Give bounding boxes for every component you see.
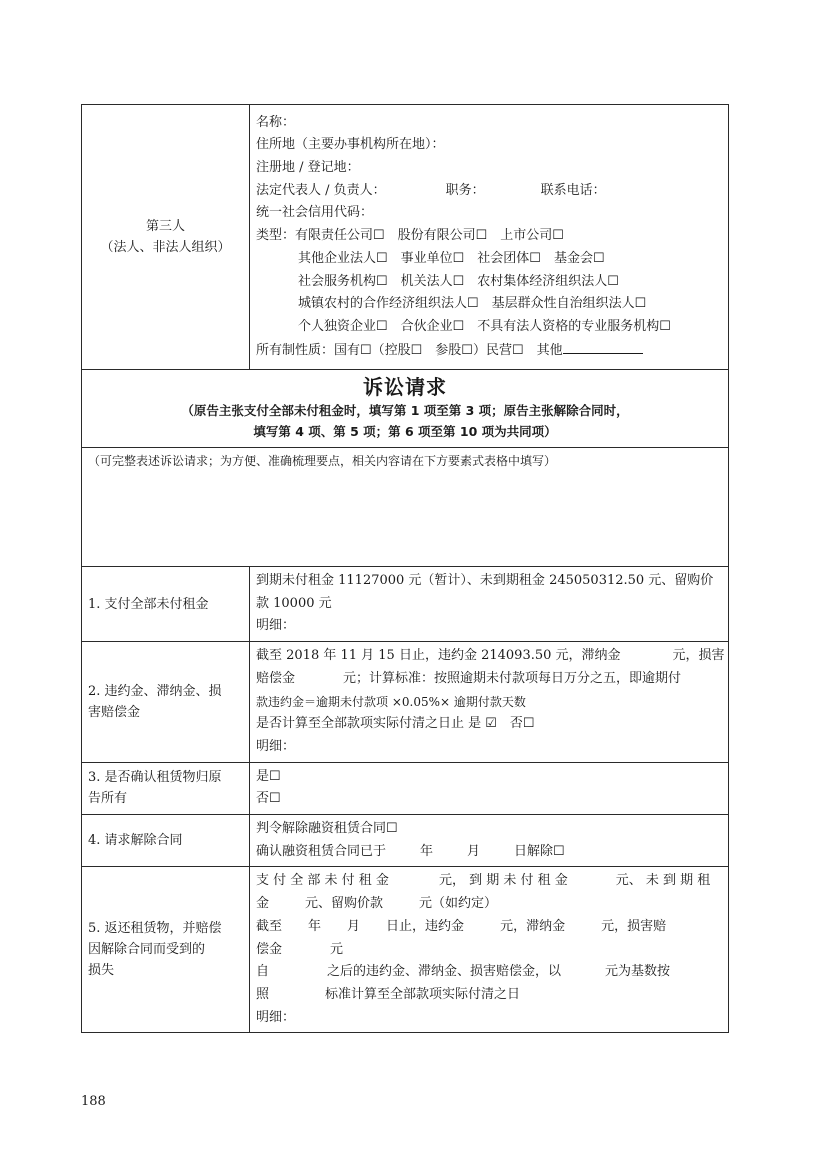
item3-no-checkbox[interactable]: 否☐ (256, 791, 281, 807)
item2-label-line-1: 2. 违约金、滞纳金、损 (88, 683, 222, 699)
item4-month: 月 (467, 843, 481, 859)
position-field: 职务： (445, 182, 485, 198)
item5-line-6 (256, 984, 722, 1007)
item1-content-cell (250, 567, 729, 642)
page-number: 188 (81, 1094, 106, 1109)
type-line-1: 类型：有限责任公司☐ 股份有限公司☐ 上市公司☐ (256, 228, 564, 244)
claims-heading-cell (82, 370, 729, 448)
item5-line-3-day: 日止，违约金 (386, 918, 465, 934)
item1-row (82, 567, 729, 642)
item1-line-1: 到期未付租金 11127000 元（暂计）、未到期租金 245050312.50 元、留购价 (256, 573, 714, 588)
representative-field: 法定代表人 / 负责人： (256, 182, 386, 198)
item2-line-2 (256, 668, 722, 691)
item5-line-3-month: 月 (347, 918, 361, 934)
item3-content-cell (250, 762, 729, 814)
phone-field: 联系电话： (540, 182, 606, 198)
third-party-label: 第三人 (145, 219, 185, 234)
item5-line-1 (256, 870, 722, 893)
item5-line-3-late-fee: 元，滞纳金 (500, 918, 566, 934)
credit-code-field: 统一社会信用代码： (256, 205, 374, 221)
item5-line-1-text: 支 付 全 部 未 付 租 金 (256, 873, 389, 889)
item1-label: 1. 支付全部未付租金 (88, 596, 209, 612)
item5-line-4 (256, 939, 722, 962)
item5-label-line-3: 损失 (88, 963, 115, 979)
item2-line-2-tail: 元；计算标准：按照逾期未付款项每日万分之五，即逾期付 (343, 670, 682, 686)
item2-label-line-2: 害赔偿金 (88, 704, 141, 720)
claims-heading-row (82, 370, 729, 448)
item5-line-6-tail: 标准计算至全部款项实际付清之日 (325, 986, 521, 1002)
claims-note-row (82, 448, 729, 567)
item5-content-cell (250, 867, 729, 1033)
item4-label: 4. 请求解除合同 (88, 833, 183, 849)
claims-subtitle-2: 填写第 4 项、第 5 项；第 6 项至第 10 项为共同项） (253, 424, 557, 439)
item5-line-4-text: 偿金 (256, 941, 283, 957)
item5-label-cell (82, 867, 250, 1033)
item5-line-3-tail: 元，损害赔 (601, 918, 667, 934)
claims-title: 诉讼请求 (363, 375, 447, 399)
third-party-label-type: （法人、非法人组织） (100, 240, 231, 255)
item3-yes-checkbox[interactable]: 是☐ (256, 768, 281, 784)
item5-line-2-tail: 元（如约定） (419, 896, 498, 912)
registered-field: 注册地 / 登记地： (256, 160, 360, 176)
item4-row (82, 815, 729, 867)
item5-detail: 明细： (256, 1009, 296, 1025)
item4-line-2-text: 确认融资租赁合同已于 (256, 843, 387, 859)
item5-line-5 (256, 961, 722, 984)
item2-content-cell (250, 642, 729, 763)
item5-label-line-1: 5. 返还租赁物，并赔偿 (88, 921, 222, 937)
item4-label-cell (82, 815, 250, 867)
item5-line-4-tail: 元 (330, 941, 344, 957)
item3-label-cell (82, 762, 250, 814)
item2-label-cell (82, 642, 250, 763)
claims-note: （可完整表述诉讼请求；为方便、准确梳理要点，相关内容请在下方要素式表格中填写） (88, 454, 557, 468)
claims-note-cell (82, 448, 729, 567)
item2-line-3: 款违约金＝逾期未付款项 ×0.05%× 逾期付款天数 (256, 694, 526, 709)
item5-line-2-mid: 元、留购价款 (305, 896, 384, 912)
item2-line-1-tail: 元，损害 (672, 648, 725, 664)
item5-line-5-tail: 元为基数按 (605, 964, 671, 980)
item5-line-3-text: 截至 (256, 918, 283, 934)
complaint-form-table (81, 104, 729, 1033)
third-party-row (82, 105, 729, 370)
item5-line-6-text: 照 (256, 986, 270, 1002)
representative-row (256, 180, 722, 203)
item5-row (82, 867, 729, 1033)
item3-label-line-1: 3. 是否确认租赁物归原 (88, 770, 222, 786)
item5-line-5-text: 自 (256, 964, 270, 980)
item5-line-1-tail: 元、 未 到 期 租 (615, 873, 711, 889)
item3-label-line-2: 告所有 (88, 791, 128, 807)
item5-line-3 (256, 916, 722, 939)
type-line-3: 社会服务机构☐ 机关法人☐ 农村集体经济组织法人☐ (298, 273, 619, 289)
item5-line-1-mid: 元， 到 期 未 付 租 金 (438, 873, 568, 889)
item5-line-3-year: 年 (308, 918, 322, 934)
item3-row (82, 762, 729, 814)
third-party-label-cell (82, 105, 250, 370)
item2-line-2-text: 赔偿金 (256, 670, 296, 686)
other-blank-line (563, 339, 643, 354)
item5-line-2 (256, 893, 722, 916)
ownership-field: 所有制性质：国有☐（控股☐ 参股☐）民营☐ 其他 (256, 342, 563, 358)
item4-line-2 (256, 841, 722, 864)
item4-line-1[interactable]: 判令解除融资租赁合同☐ (256, 821, 398, 837)
claims-subtitle-1: （原告主张支付全部未付租金时，填写第 1 项至第 3 项；原告主张解除合同时， (181, 403, 629, 418)
item1-label-cell (82, 567, 250, 642)
item5-line-5-mid: 之后的违约金、滞纳金、损害赔偿金，以 (327, 964, 562, 980)
item5-line-2-text: 金 (256, 896, 270, 912)
item1-line-2: 款 10000 元 (256, 595, 332, 611)
item5-label-line-2: 因解除合同而受到的 (88, 942, 206, 958)
item4-year: 年 (420, 843, 434, 859)
address-field: 住所地（主要办事机构所在地）： (256, 137, 445, 153)
type-line-2: 其他企业法人☐ 事业单位☐ 社会团体☐ 基金会☐ (298, 250, 605, 266)
ownership-row (256, 339, 722, 363)
type-line-4: 城镇农村的合作经济组织法人☐ 基层群众性自治组织法人☐ (298, 296, 647, 312)
name-field: 名称： (256, 114, 296, 130)
item2-line-1 (256, 645, 725, 668)
item2-line-1-text: 截至 2018 年 11 月 15 日止，违约金 214093.50 元，滞纳金 (256, 648, 621, 664)
item4-content-cell (250, 815, 729, 867)
item1-detail: 明细： (256, 618, 296, 634)
item2-row (82, 642, 729, 763)
item2-line-4: 是否计算至全部款项实际付清之日止 是 ☑ 否☐ (256, 716, 535, 732)
item2-detail: 明细： (256, 738, 296, 754)
third-party-content-cell (250, 105, 729, 370)
type-line-5: 个人独资企业☐ 合伙企业☐ 不具有法人资格的专业服务机构☐ (298, 318, 671, 334)
item4-day[interactable]: 日解除☐ (514, 843, 565, 859)
